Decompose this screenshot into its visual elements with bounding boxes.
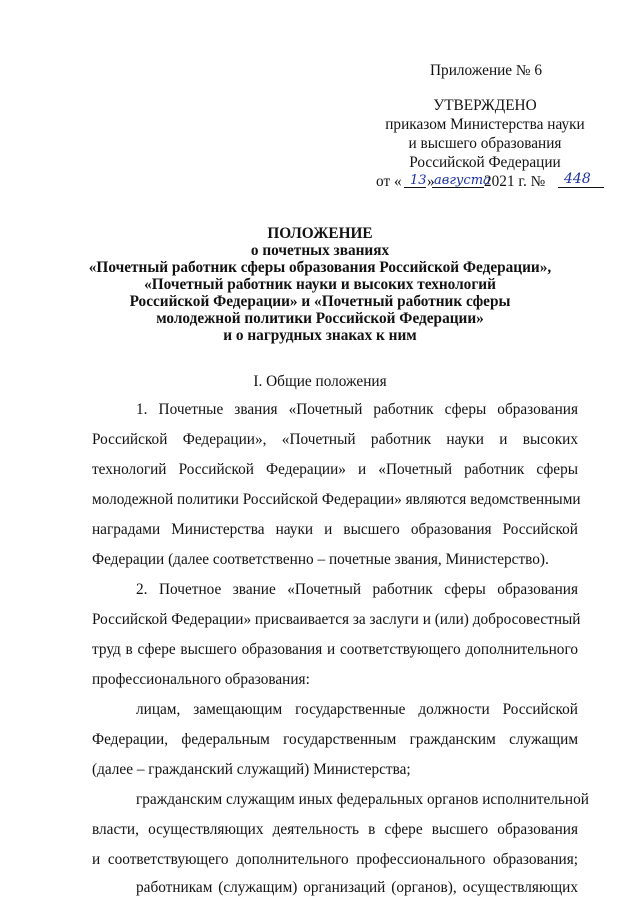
paragraph-line: труд в сфере высшего образования и соответствующего дополнительного: [92, 641, 578, 658]
section-title: I. Общие положения: [253, 373, 387, 390]
paragraph-line: и соответствующего дополнительного профессионального образования;: [92, 851, 578, 868]
paragraph-line: лицам, замещающим государственные должности Российской: [136, 701, 578, 718]
paragraph-line: технологий Российской Федерации» и «Почетный работник сферы: [92, 461, 578, 478]
handwritten-number: 448: [564, 171, 591, 187]
date-prefix: от «: [376, 173, 402, 190]
paragraph-line: (далее – гражданский служащий) Министерства;: [92, 761, 411, 778]
paragraph-line: Федерации (далее соответственно – почетные звания, Министерство).: [92, 551, 549, 568]
heading-line-5: молодежной политики Российской Федерации»: [156, 310, 484, 327]
paragraph-line: власти, осуществляющих деятельность в сфере высшего образования: [92, 821, 578, 838]
number-underline: [558, 187, 604, 188]
paragraph-line: Российской Федерации», «Почетный работник науки и высоких: [92, 431, 578, 448]
heading-line-1: о почетных званиях: [250, 242, 390, 259]
approval-line-1: приказом Министерства науки: [385, 116, 585, 133]
handwritten-day: 13: [410, 173, 427, 188]
approval-title: УТВЕРЖДЕНО: [433, 97, 537, 114]
day-underline: [404, 187, 426, 188]
paragraph-line: молодежной политики Российской Федерации» являются ведомственными: [92, 491, 581, 508]
document-title: ПОЛОЖЕНИЕ: [267, 225, 373, 242]
paragraph-line: наградами Министерства науки и высшего образования Российской: [92, 521, 578, 538]
paragraph-line: профессионального образования:: [92, 671, 310, 688]
heading-line-6: и о нагрудных знаках к ним: [223, 327, 417, 344]
date-mid: »: [427, 173, 435, 190]
paragraph-line: гражданским служащим иных федеральных органов исполнительной: [136, 791, 589, 808]
paragraph-line: работникам (служащим) организаций (органов), осуществляющих: [136, 879, 578, 896]
paragraph-line: 1. Почетные звания «Почетный работник сферы образования: [136, 401, 578, 418]
paragraph-line: 2. Почетное звание «Почетный работник сферы образования: [136, 581, 578, 598]
approval-line-2: и высшего образования: [408, 135, 562, 152]
appendix-number: Приложение № 6: [430, 62, 542, 79]
heading-line-4: Российской Федерации» и «Почетный работник сферы: [129, 293, 511, 310]
approval-line-3: Российской Федерации: [409, 154, 561, 171]
paragraph-line: Российской Федерации» присваивается за заслуги и (или) добросовестный: [92, 611, 581, 628]
heading-line-2: «Почетный работник сферы образования Российской Федерации»,: [88, 259, 552, 276]
heading-line-3: «Почетный работник науки и высоких технологий: [144, 276, 496, 293]
paragraph-line: Федерации, федеральным государственным гражданским служащим: [92, 731, 578, 748]
handwritten-month: августа: [434, 173, 491, 188]
date-year: 2021 г. №: [484, 173, 546, 190]
month-underline: [432, 187, 484, 188]
approval-date-line: [376, 170, 606, 190]
